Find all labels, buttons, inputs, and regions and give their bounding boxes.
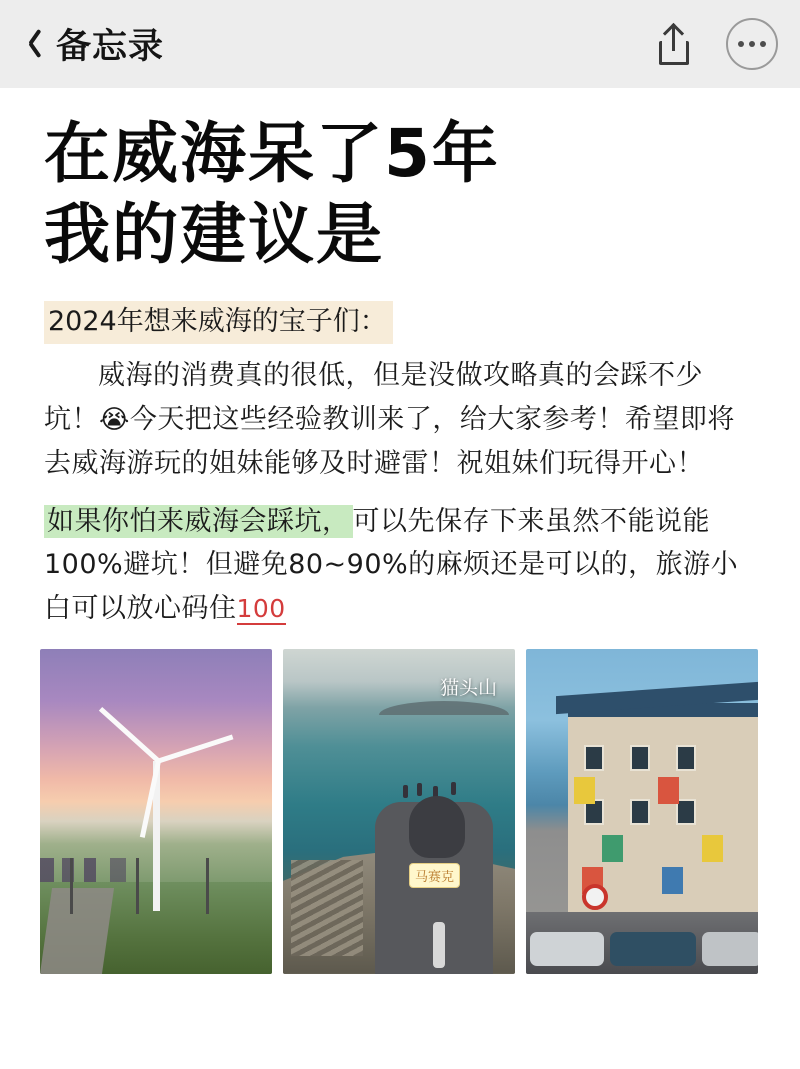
paragraph-one bbox=[44, 354, 756, 485]
island-shape bbox=[379, 701, 509, 715]
color-panel-shape bbox=[574, 777, 595, 804]
color-panel-shape bbox=[662, 867, 683, 894]
distant-person-shape bbox=[451, 782, 456, 795]
more-dot bbox=[749, 41, 755, 47]
intro-tag-line: 2024年想来威海的宝子们： bbox=[44, 301, 393, 344]
window-shape bbox=[584, 745, 604, 771]
lamp-post-shape bbox=[136, 858, 139, 914]
face-blur-sticker: 马赛克 bbox=[409, 863, 460, 888]
paragraph-one-part-2: 今天把这些经验教训来了，给大家参考！希望即将去威海游玩的姐妹能够及时避雷！祝姐妹们玩得开心！ bbox=[44, 404, 735, 479]
more-options-icon[interactable] bbox=[726, 18, 778, 70]
color-panel-shape bbox=[702, 835, 723, 862]
turbine-blade-shape bbox=[99, 707, 160, 763]
lamp-post-shape bbox=[206, 858, 209, 914]
share-icon[interactable] bbox=[658, 23, 692, 65]
microphone-shape bbox=[433, 922, 445, 968]
distant-person-shape bbox=[403, 785, 408, 798]
cape-lookout-photo[interactable] bbox=[283, 649, 515, 974]
road-sign-shape bbox=[582, 884, 608, 910]
navbar-actions bbox=[658, 18, 778, 70]
color-panel-shape bbox=[602, 835, 623, 862]
paragraph-one-part-1: 威海的消费真的很低，但是没做攻略真的会踩不少坑！ bbox=[44, 360, 703, 436]
window-shape bbox=[630, 745, 650, 771]
photo-caption: 猫头山 bbox=[439, 676, 497, 699]
more-dot bbox=[760, 41, 766, 47]
crying-emoji: 😭 bbox=[99, 405, 130, 436]
navigation-bar bbox=[0, 0, 800, 88]
note-headline bbox=[44, 114, 756, 275]
wind-turbine-sunset-photo[interactable] bbox=[40, 649, 272, 974]
paragraph-two-highlight: 如果你怕来威海会踩坑， bbox=[44, 505, 353, 538]
lamp-post-shape bbox=[70, 858, 73, 914]
beanie-hat-shape bbox=[409, 796, 465, 858]
headline-line-1: 在威海呆了5年 bbox=[44, 115, 500, 192]
page-title: 备忘录 bbox=[56, 27, 165, 67]
car-shape bbox=[702, 932, 758, 966]
stairs-shape bbox=[291, 860, 363, 956]
note-content bbox=[0, 88, 800, 631]
chevron-left-icon[interactable] bbox=[22, 27, 42, 61]
car-shape bbox=[610, 932, 696, 966]
color-panel-shape bbox=[658, 777, 679, 804]
hundred-points-badge: 100 bbox=[236, 594, 286, 624]
window-shape bbox=[630, 799, 650, 825]
window-shape bbox=[676, 745, 696, 771]
path-shape bbox=[40, 888, 114, 974]
photo-strip bbox=[0, 631, 800, 974]
paragraph-two-rest: 可以先保存下来虽然不能说能100%避坑！但避免80~90%的麻烦还是可以的，旅游小白可以放心码住 bbox=[44, 505, 739, 625]
paragraph-two bbox=[44, 500, 756, 631]
turbine-blade-shape bbox=[158, 734, 234, 763]
more-dot bbox=[738, 41, 744, 47]
distant-person-shape bbox=[417, 783, 422, 796]
headline-line-2: 我的建议是 bbox=[44, 195, 384, 273]
car-shape bbox=[530, 932, 604, 966]
watermark: 中国旅游网 bbox=[639, 1026, 790, 1059]
back-button[interactable] bbox=[22, 19, 164, 69]
window-shape bbox=[676, 799, 696, 825]
colorful-seaside-building-photo[interactable] bbox=[526, 649, 758, 974]
